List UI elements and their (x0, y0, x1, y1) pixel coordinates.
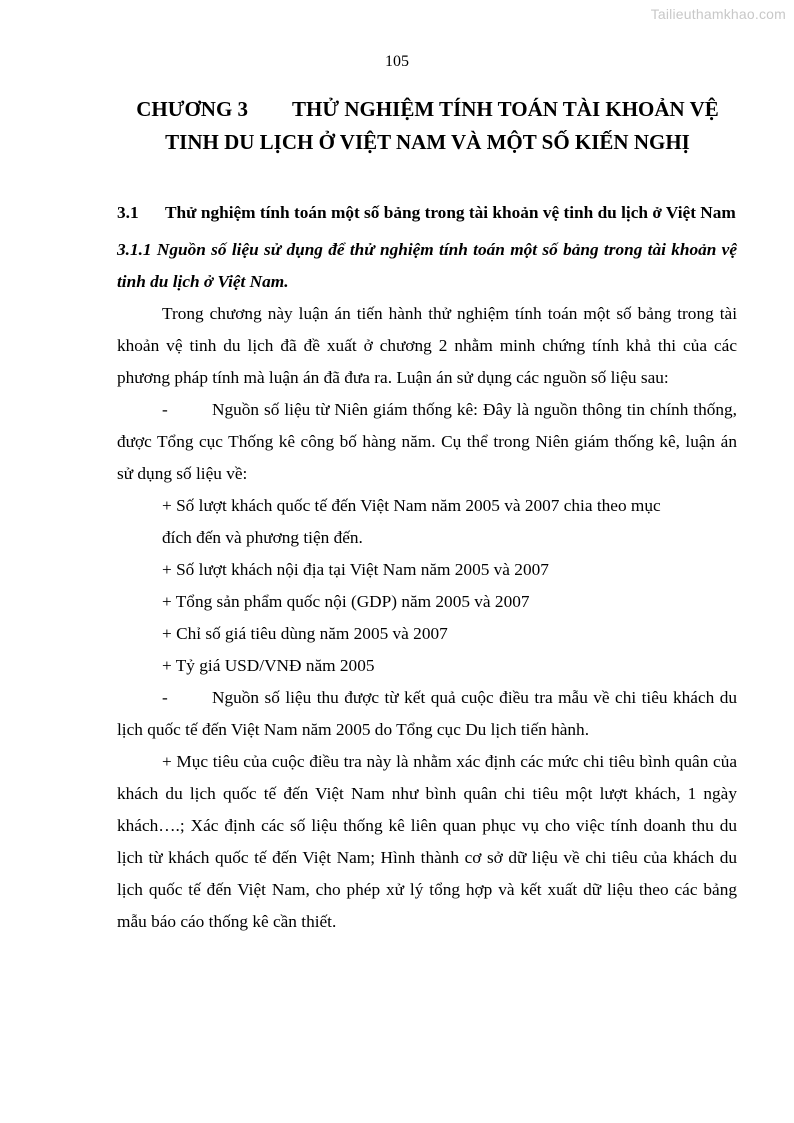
source-item-1-text: Nguồn số liệu từ Niên giám thống kê: Đây là nguồn thông tin chính thống, được Tổng cục Thống kê công bố hàng năm. Cụ thể trong Niên giám thống kê, luận án sử dụng số liệu về: (117, 400, 737, 483)
section-number: 3.1 (117, 203, 139, 222)
purpose-paragraph: + Mục tiêu của cuộc điều tra này là nhằm xác định các mức chi tiêu bình quân của khách du lịch quốc tế đến Việt Nam như bình quân chi tiêu một lượt khách, 1 ngày khách….; Xác định các số liệu thống kê liên quan phục vụ cho việc tính doanh thu du lịch từ khách quốc tế đến Việt Nam; Hình thành cơ sở dữ liệu về chi tiêu của khách du lịch quốc tế đến Việt Nam, cho phép xử lý tổng hợp và kết xuất dữ liệu theo các bảng mẫu báo cáo thống kê cần thiết. (117, 752, 737, 931)
list-item-1-line-2: đích đến và phương tiện đến. (162, 528, 363, 547)
list-item-2: + Số lượt khách nội địa tại Việt Nam năm 2005 và 2007 (162, 560, 549, 579)
watermark: Tailieuthamkhao.com (650, 6, 786, 22)
subsection-heading: 3.1.1 Nguồn số liệu sử dụng để thử nghiệm tính toán một số bảng trong tài khoản vệ tinh du lịch ở Việt Nam. (117, 240, 737, 291)
intro-paragraph: Trong chương này luận án tiến hành thử nghiệm tính toán một số bảng trong tài khoản vệ tinh du lịch đã đề xuất ở chương 2 nhằm minh chứng tính khả thi của các phương pháp tính mà luận án đã đưa ra. Luận án sử dụng các nguồn số liệu sau: (117, 304, 737, 387)
list-item-4: + Chỉ số giá tiêu dùng năm 2005 và 2007 (162, 624, 448, 643)
section-heading (117, 197, 737, 229)
section-title: Thử nghiệm tính toán một số bảng trong tài khoản vệ tinh du lịch ở Việt Nam (165, 203, 736, 222)
chapter-title-line-1 (110, 93, 745, 126)
source-item-2-text: Nguồn số liệu thu được từ kết quả cuộc điều tra mẫu về chi tiêu khách du lịch quốc tế đến Việt Nam năm 2005 do Tổng cục Du lịch tiến hành. (117, 688, 737, 739)
document-body (117, 197, 737, 938)
chapter-title-text-1: THỬ NGHIỆM TÍNH TOÁN TÀI KHOẢN VỆ (292, 97, 719, 121)
list-item-1 (117, 490, 737, 554)
dash-marker: - (162, 400, 168, 419)
list-item-3: + Tổng sản phẩm quốc nội (GDP) năm 2005 và 2007 (162, 592, 530, 611)
list-item-5: + Tỷ giá USD/VNĐ năm 2005 (162, 656, 375, 675)
page-number: 105 (385, 53, 409, 70)
chapter-title-line-2: TINH DU LỊCH Ở VIỆT NAM VÀ MỘT SỐ KIẾN NGHỊ (165, 130, 690, 154)
chapter-title (110, 93, 745, 159)
source-item-1 (117, 394, 737, 490)
chapter-number: CHƯƠNG 3 (136, 97, 249, 121)
source-item-2 (117, 682, 737, 746)
list-item-1-line-1: + Số lượt khách quốc tế đến Việt Nam năm 2005 và 2007 chia theo mục (162, 496, 661, 515)
dash-marker: - (162, 688, 168, 707)
